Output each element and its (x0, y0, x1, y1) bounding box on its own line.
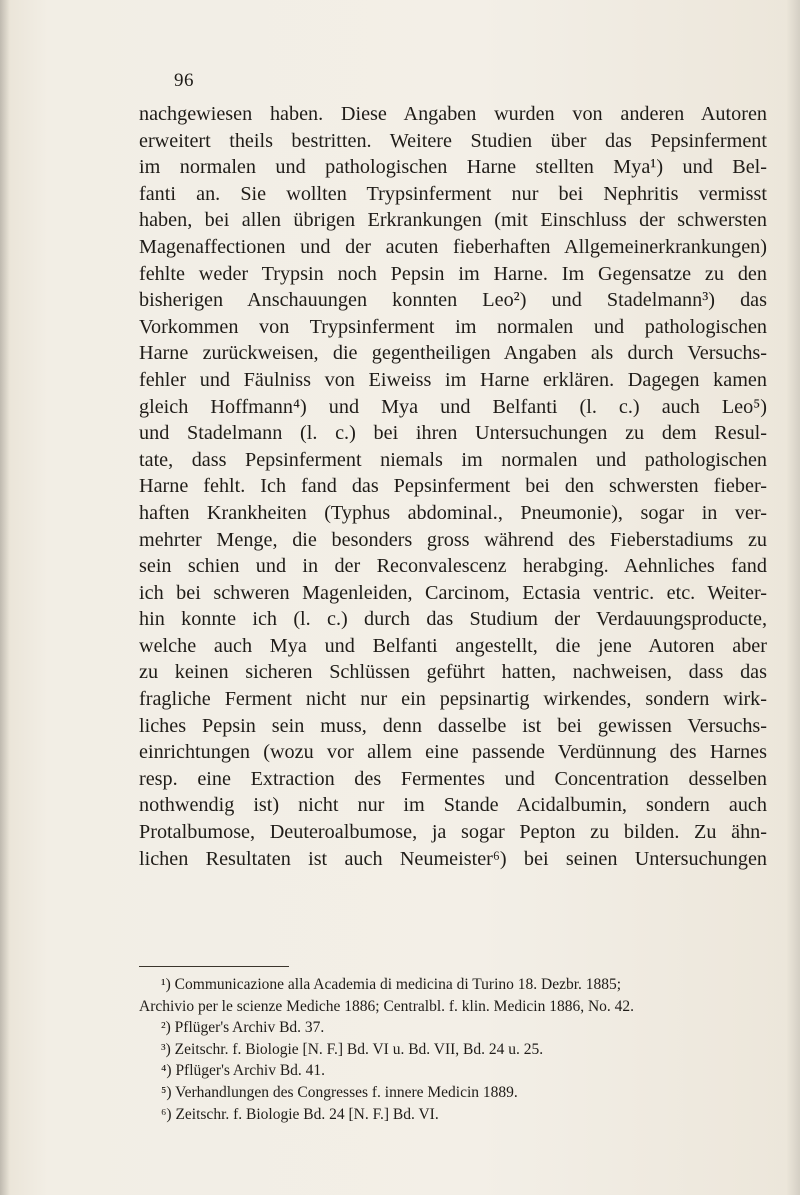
footnotes (139, 974, 767, 1125)
text-line: liches Pepsin sein muss, denn dasselbe ist bei gewissen Versuchs- (139, 714, 767, 737)
text-line: fehlte weder Trypsin noch Pepsin im Harne. Im Gegensatze zu den (139, 262, 767, 285)
footnote: ²) Pflüger's Archiv Bd. 37. (161, 1019, 325, 1037)
text-line: im normalen und pathologischen Harne stellten Mya¹) und Bel- (139, 156, 767, 179)
page-edge-shadow (786, 0, 800, 1195)
text-line: hin konnte ich (l. c.) durch das Studium der Verdauungsproducte, (139, 608, 767, 631)
text-line: haben, bei allen übrigen Erkrankungen (mit Einschluss der schwersten (139, 209, 767, 232)
text-line: fragliche Ferment nicht nur ein pepsinartig wirkendes, sondern wirk- (139, 688, 767, 711)
text-line: nachgewiesen haben. Diese Angaben wurden von anderen Autoren (139, 103, 767, 125)
text-line: erweitert theils bestritten. Weitere Studien über das Pepsinferment (139, 129, 767, 152)
text-line: Vorkommen von Trypsinferment im normalen und pathologischen (139, 315, 767, 338)
body-text (139, 101, 767, 872)
footnote: ⁶) Zeitschr. f. Biologie Bd. 24 [N. F.] Bd. VI. (161, 1105, 439, 1123)
text-line: mehrter Menge, die besonders gross während des Fieberstadiums zu (139, 528, 767, 551)
text-line: nothwendig ist) nicht nur im Stande Acidalbumin, sondern auch (139, 794, 767, 817)
footnote: Archivio per le scienze Mediche 1886; Centralbl. f. klin. Medicin 1886, No. 42. (139, 997, 635, 1015)
text-line: zu keinen sicheren Schlüssen geführt hatten, nachweisen, dass das (139, 661, 767, 684)
text-line: und Stadelmann (l. c.) bei ihren Untersuchungen zu dem Resul- (139, 422, 767, 445)
binding-shadow (0, 0, 10, 1195)
footnote: ⁵) Verhandlungen des Congresses f. innere Medicin 1889. (161, 1083, 518, 1101)
text-line: bisherigen Anschauungen konnten Leo²) und Stadelmann³) das (139, 289, 767, 312)
text-line: Harne fehlt. Ich fand das Pepsinferment bei den schwersten fieber- (139, 475, 767, 498)
text-line: welche auch Mya und Belfanti angestellt, die jene Autoren aber (139, 634, 767, 657)
text-line: fehler und Fäulniss von Eiweiss im Harne erklären. Dagegen kamen (139, 368, 767, 391)
text-line: resp. eine Extraction des Fermentes und Concentration desselben (139, 767, 767, 790)
footnote: ³) Zeitschr. f. Biologie [N. F.] Bd. VI u. Bd. VII, Bd. 24 u. 25. (161, 1040, 544, 1058)
text-line: haften Krankheiten (Typhus abdominal., Pneumonie), sogar in ver- (139, 501, 767, 524)
footnote: ⁴) Pflüger's Archiv Bd. 41. (161, 1062, 326, 1080)
text-line: Harne zurückweisen, die gegentheiligen Angaben als durch Versuchs- (139, 342, 767, 365)
text-line: tate, dass Pepsinferment niemals im normalen und pathologischen (139, 448, 767, 471)
text-line: sein schien und in der Reconvalescenz herabging. Aehnliches fand (139, 555, 767, 578)
text-line: fanti an. Sie wollten Trypsinferment nur bei Nephritis vermisst (139, 182, 767, 205)
footnote-rule (139, 966, 289, 967)
text-line: einrichtungen (wozu vor allem eine passende Verdünnung des Harnes (139, 741, 767, 764)
text-line: ich bei schweren Magenleiden, Carcinom, Ectasia ventric. etc. Weiter- (139, 581, 767, 604)
text-line: Magenaffectionen und der acuten fieberhaften Allgemeinerkrankungen) (139, 235, 767, 258)
footnote: ¹) Communicazione alla Academia di medicina di Turino 18. Dezbr. 1885; (161, 976, 622, 993)
text-line: Protalbumose, Deuteroalbumose, ja sogar Pepton zu bilden. Zu ähn- (139, 821, 767, 844)
text-line: lichen Resultaten ist auch Neumeister⁶) bei seinen Untersuchungen (139, 847, 767, 870)
page-number: 96 (174, 70, 194, 91)
text-line: gleich Hoffmann⁴) und Mya und Belfanti (l. c.) auch Leo⁵) (139, 395, 767, 418)
